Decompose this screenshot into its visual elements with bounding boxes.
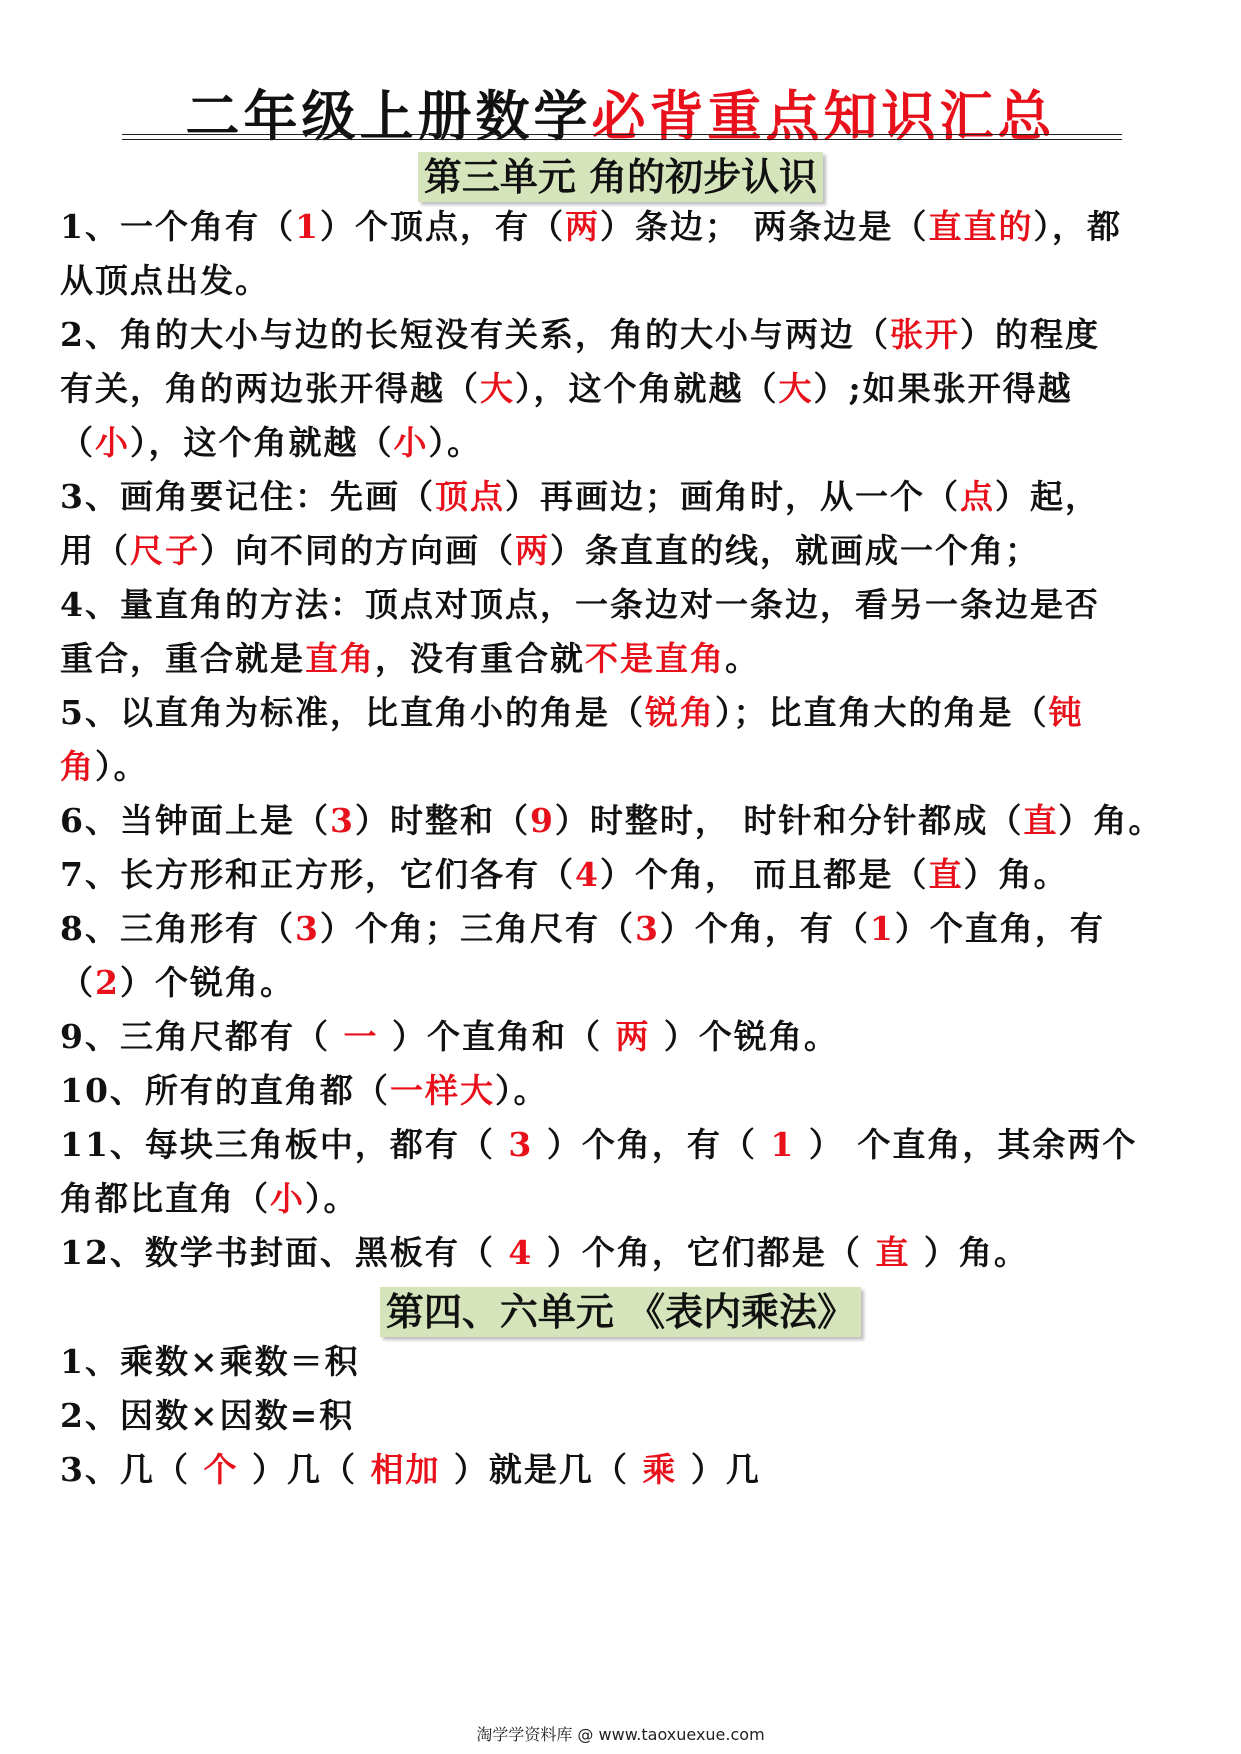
text-segment: ）个锐角。 xyxy=(119,963,295,1002)
footer-watermark: 淘学学资料库 @ www.taoxuexue.com xyxy=(476,1725,765,1744)
text-segment: 4、量直角的方法：顶点对顶点，一条边对一条边，看另一条边是否 xyxy=(60,585,1100,624)
answer-text: 3 xyxy=(634,909,660,948)
text-segment: ）个角， 而且都是（ xyxy=(599,855,929,894)
text-line xyxy=(60,629,1210,689)
answer-text: 1 xyxy=(770,1125,796,1164)
answer-text: 锐角 xyxy=(644,693,715,732)
answer-text: 不是直角 xyxy=(585,639,725,678)
text-line xyxy=(60,197,1210,257)
text-segment: ）时整时， 时针和分针都成（ xyxy=(554,801,1024,840)
text-line xyxy=(60,251,1210,311)
answer-text: 1 xyxy=(869,909,895,948)
answer-text: 两 xyxy=(564,207,600,246)
text-line xyxy=(60,1061,1210,1121)
answer-text: 1 xyxy=(294,207,320,246)
answer-text: 点 xyxy=(959,477,995,516)
section-heading-unit46-text: 第四、六单元 《表内乘法》 xyxy=(380,1287,861,1337)
text-line xyxy=(60,1115,1210,1175)
text-segment: ）个角，有（ xyxy=(659,909,870,948)
answer-text: 两 xyxy=(515,531,550,570)
text-segment: ）向不同的方向画（ xyxy=(200,531,515,570)
title-red: 必背重点知识汇总 xyxy=(591,85,1056,148)
text-line xyxy=(60,899,1210,959)
text-line xyxy=(60,467,1210,527)
text-segment: ）几（ xyxy=(238,1450,371,1489)
answer-text: 3 xyxy=(329,801,355,840)
section-heading-unit3 xyxy=(0,152,1241,202)
text-segment: 1、乘数×乘数＝积 xyxy=(60,1342,360,1381)
answer-text: 直 xyxy=(928,855,964,894)
text-segment: ）；比直角大的角是（ xyxy=(714,693,1049,732)
answer-text: 小 xyxy=(95,423,130,462)
title-rule-bottom xyxy=(122,139,1122,140)
text-segment: 6、当钟面上是（ xyxy=(60,801,330,840)
text-segment: ）的程度 xyxy=(959,315,1100,354)
text-segment: ）条直直的线，就画成一个角； xyxy=(550,531,1040,570)
text-segment: ）个顶点，有（ xyxy=(319,207,565,246)
answer-text: 4 xyxy=(508,1233,534,1272)
text-segment: ）角。 xyxy=(1058,801,1164,840)
text-segment: ）个锐角。 xyxy=(650,1017,839,1056)
text-segment: 角都比直角（ xyxy=(60,1179,270,1218)
text-line xyxy=(60,1223,1210,1283)
answer-text: 角 xyxy=(60,747,95,786)
text-segment: 重合，重合就是 xyxy=(60,639,305,678)
answer-text: 2 xyxy=(95,963,120,1002)
text-line xyxy=(60,1386,1210,1446)
answer-text: 3 xyxy=(508,1125,534,1164)
answer-text: 两 xyxy=(615,1017,651,1056)
text-line xyxy=(60,1332,1210,1392)
text-segment: ）个直角和（ xyxy=(378,1017,616,1056)
answer-text: 小 xyxy=(393,423,429,462)
text-segment: ）个角；三角尺有（ xyxy=(319,909,635,948)
answer-text: 张开 xyxy=(889,315,960,354)
text-segment: ）起， xyxy=(994,477,1100,516)
answer-text: 直角 xyxy=(305,639,375,678)
text-line xyxy=(60,413,1210,473)
text-line xyxy=(60,575,1210,635)
text-segment: 2、角的大小与边的长短没有关系，角的大小与两边（ xyxy=(60,315,890,354)
answer-text: 尺子 xyxy=(130,531,200,570)
text-segment: 3、几（ xyxy=(60,1450,204,1489)
text-segment: 有关，角的两边张开得越（ xyxy=(60,369,480,408)
text-segment: （ xyxy=(60,423,95,462)
text-segment: ），这个角就越（ xyxy=(515,369,779,408)
text-segment: 2、因数×因数=积 xyxy=(60,1396,355,1435)
text-line xyxy=(60,1169,1210,1229)
text-line xyxy=(60,305,1210,365)
text-segment: ）几 xyxy=(677,1450,761,1489)
text-segment: ） 个直角，其余两个 xyxy=(795,1125,1138,1164)
answer-text: 小 xyxy=(270,1179,305,1218)
answer-text: 直 xyxy=(875,1233,911,1272)
text-line xyxy=(60,791,1210,851)
answer-text: 乘 xyxy=(642,1450,678,1489)
text-segment: 9、三角尺都有（ xyxy=(60,1017,344,1056)
answer-text: 相加 xyxy=(370,1450,441,1489)
answer-text: 钝 xyxy=(1048,693,1084,732)
text-segment: ）。 xyxy=(494,1071,549,1110)
text-segment: ）个角，它们都是（ xyxy=(533,1233,876,1272)
text-segment: ）角。 xyxy=(963,855,1069,894)
text-line xyxy=(60,953,1210,1013)
text-line xyxy=(60,359,1210,419)
text-segment: ）时整和（ xyxy=(354,801,530,840)
text-segment: 用（ xyxy=(60,531,130,570)
text-segment: ）再画边；画角时，从一个（ xyxy=(504,477,960,516)
text-segment: ）。 xyxy=(428,423,482,462)
answer-text: 顶点 xyxy=(434,477,505,516)
answer-text: 一 xyxy=(343,1017,379,1056)
text-segment: ）条边； 两条边是（ xyxy=(599,207,929,246)
text-line xyxy=(60,521,1210,581)
answer-text: 3 xyxy=(294,909,320,948)
section-heading-unit3-text: 第三单元 角的初步认识 xyxy=(418,152,823,202)
text-segment: 3、画角要记住：先画（ xyxy=(60,477,435,516)
text-segment: 从顶点出发。 xyxy=(60,261,270,300)
text-segment: （ xyxy=(60,963,95,1002)
text-segment: ），都 xyxy=(1033,207,1122,246)
text-segment: ）就是几（ xyxy=(440,1450,643,1489)
answer-text: 大 xyxy=(480,369,515,408)
text-segment: 12、数学书封面、黑板有（ xyxy=(60,1233,509,1272)
page-title xyxy=(0,82,1241,152)
text-segment: 7、长方形和正方形，它们各有（ xyxy=(60,855,575,894)
text-line xyxy=(60,737,1210,797)
text-segment: ）个直角，有 xyxy=(894,909,1105,948)
text-segment: ）。 xyxy=(305,1179,359,1218)
text-segment: 11、每块三角板中，都有（ xyxy=(60,1125,509,1164)
text-segment: ）;如果张开得越 xyxy=(813,369,1073,408)
text-segment: ，没有重合就 xyxy=(375,639,585,678)
answer-text: 个 xyxy=(203,1450,239,1489)
answer-text: 4 xyxy=(574,855,600,894)
text-line xyxy=(60,1007,1210,1067)
text-segment: 10、所有的直角都（ xyxy=(60,1071,390,1110)
text-segment: 。 xyxy=(725,639,760,678)
title-rule-top xyxy=(122,134,1122,135)
answer-text: 9 xyxy=(529,801,555,840)
text-segment: ）个角，有（ xyxy=(533,1125,771,1164)
text-segment: 8、三角形有（ xyxy=(60,909,295,948)
text-segment: ），这个角就越（ xyxy=(130,423,394,462)
title-black: 二年级上册数学 xyxy=(185,85,592,148)
answer-text: 大 xyxy=(778,369,814,408)
text-segment: ）。 xyxy=(95,747,149,786)
answer-text: 直 xyxy=(1023,801,1059,840)
text-line xyxy=(60,1440,1210,1500)
text-line xyxy=(60,683,1210,743)
section-heading-unit46 xyxy=(0,1287,1241,1337)
text-segment: 5、以直角为标准，比直角小的角是（ xyxy=(60,693,645,732)
text-segment: ）角。 xyxy=(910,1233,1029,1272)
answer-text: 直直的 xyxy=(928,207,1034,246)
text-line xyxy=(60,845,1210,905)
answer-text: 一样大 xyxy=(389,1071,495,1110)
text-segment: 1、一个角有（ xyxy=(60,207,295,246)
